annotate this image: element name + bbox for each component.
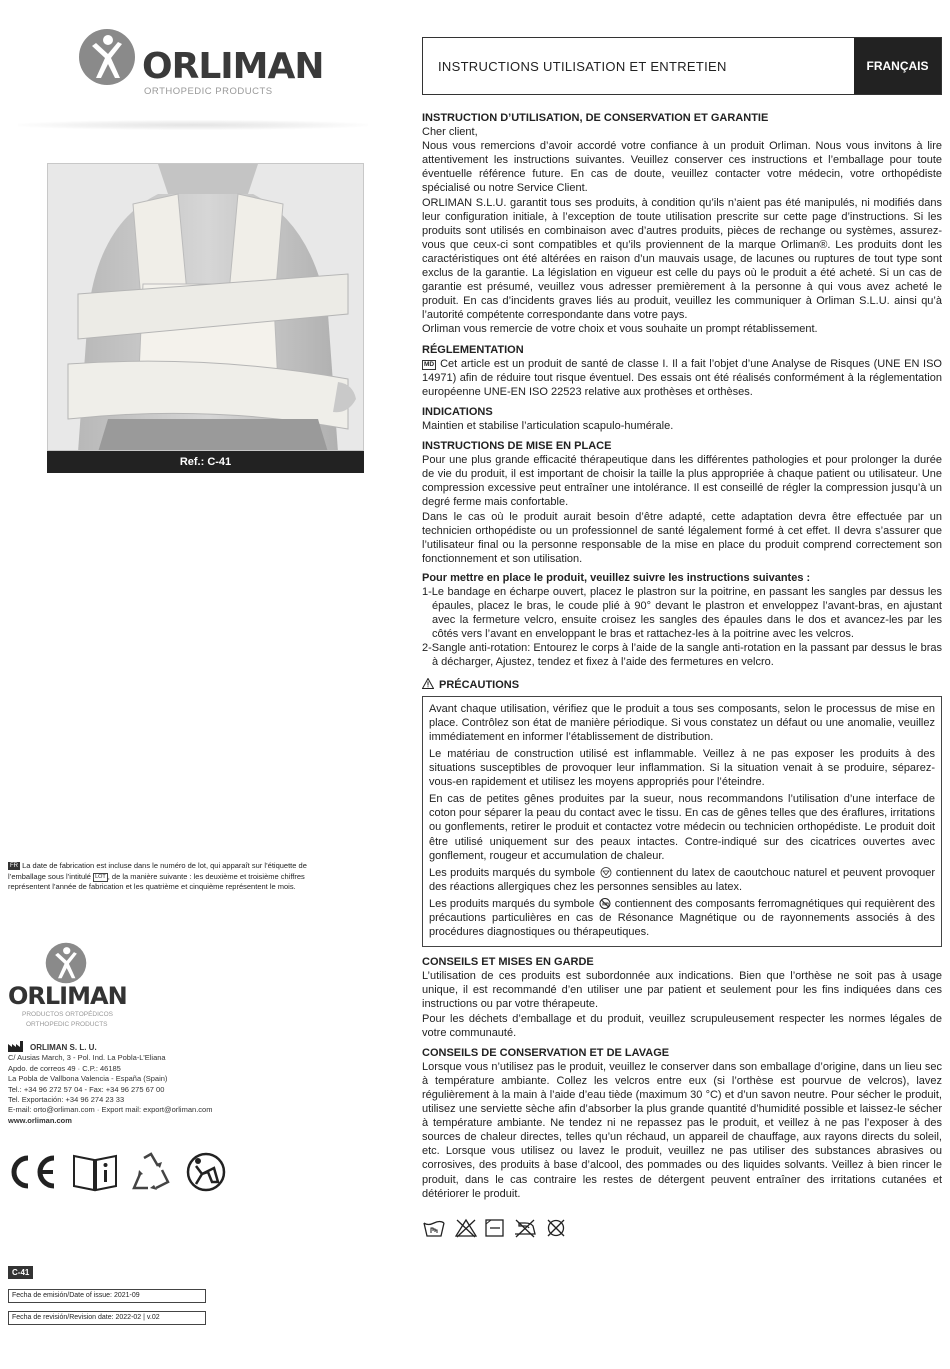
latex-icon <box>600 867 612 878</box>
hand-wash-icon <box>423 1218 445 1238</box>
manufacturer-info <box>8 1041 308 1126</box>
brand-tagline: ORTHOPEDIC PRODUCTS <box>144 86 273 97</box>
document-title: INSTRUCTIONS UTILISATION ET ENTRETIEN <box>438 59 727 74</box>
section-title-intro: INSTRUCTION D’UTILISATION, DE CONSERVATION ET GARANTIE <box>422 112 769 124</box>
manufacturer-address-line: C/ Ausias March, 3 - Pol. Ind. La Pobla-L’Eliana <box>8 1053 166 1063</box>
certification-icons <box>8 1152 248 1194</box>
thanks-paragraph: Orliman vous remercie de votre choix et vous souhaite un prompt rétablissement. <box>422 323 818 336</box>
section-title-indications: INDICATIONS <box>422 405 493 418</box>
brand-tagline: ORTHOPEDIC PRODUCTS <box>26 1021 108 1028</box>
lot-symbol-icon: LOT <box>95 873 106 880</box>
warning-icon <box>422 678 434 689</box>
tidy-man-icon <box>184 1152 228 1192</box>
section-title-advice: CONSEILS ET MISES EN GARDE <box>422 956 594 969</box>
shoulder-immobilizer-illustration <box>48 164 364 451</box>
precaution-paragraph: En cas de petites gênes produites par la sueur, nous recommandons l’utilisation d’une interface de coton pour séparer la peau du contact avec le tissu. En cas de gênes telles que des éraflures, irritations ou gonflements, retirer le produit et contactez votre médecin ou technicien orthopédiste. Le produit doit être utilisé uniquement sur des peaux intactes. Contre-indiqué sur des cicatrices ouvertes avec gonflement, rougeur et accumulation de chaleur. <box>429 793 935 862</box>
manufacturer-name: ORLIMAN S. L. U. <box>30 1043 97 1052</box>
manufacturer-address-line: La Pobla de Vallbona Valencia - España (Spain) <box>8 1074 168 1084</box>
language-tag: FR <box>10 863 18 869</box>
revision-date: Fecha de revisión/Revision date: 2022-02 | v.02 <box>8 1311 206 1325</box>
no-dry-clean-icon <box>545 1218 567 1238</box>
divider <box>18 120 368 130</box>
instructions-content <box>422 111 942 1201</box>
manufacturer-email: E-mail: orto@orliman.com · Export mail: export@orliman.com <box>8 1105 213 1115</box>
care-paragraph: Lorsque vous n’utilisez pas le produit, veuillez le conserver dans son emballage d’origine, dans un lieu sec à température ambiante. Collez les velcros entre eux (si l’orthèse est pourvue de velcros), lavez régulièrement à la main à l’aide d’eau tiède (maximum 30 °C) et d’un savon neutre. Pour sécher le produit, utilisez une serviette sèche afin d’absorber la plus grande quantité d’humidité possible et laissez-le sécher à température ambiante. Ne tendez ni ne repassez pas le produit, et veillez à ne pas l’exposer à des sources de chaleur directes, telles qu’un réchaud, un appareil de chauffage, aux rayons directs du soleil, etc. Lorsque vous utilisez ou lavez le produit, veuillez ne pas utiliser des substances abrasives ou corrosives, des produits à base d’alcool, des pommades ou des liquides solvants. Veillez à bien rincer le produit, dans le cas contraire les restes de détergent peuvent entraîner des irritations cutanées et détériorer le produit. <box>422 1060 942 1200</box>
indications-text: Maintien et stabilise l’articulation scapulo-humérale. <box>422 419 674 432</box>
lot-note-text-after: , de la manière suivante : les deuxième et troisième chiffres représentent l’année de fabrication et les quatrième et cinquième représentent le mois. <box>8 871 305 891</box>
precaution-paragraph: Le matériau de construction utilisé est inflammable. Veillez à ne pas exposer les produits à des situations susceptibles de provoquer leur inflammation. Si la situation venait à se produire, séparez-vous-en rapidement et utilisez les moyens appropriés pour l’éteindre. <box>429 747 935 789</box>
left-column <box>0 0 400 1369</box>
instructions-book-icon <box>72 1152 118 1192</box>
product-photo <box>47 163 364 451</box>
warranty-paragraph: ORLIMAN S.L.U. garantit tous ses produits, à condition qu’ils n’aient pas été manipulés, ni modifiés dans leur configuration initiale, à l’exception de toute utilisation prescrite sur cette page d’instructions. Si les produits sont utilisés en combinaison avec d’autres produits, pièces de rechange ou systèmes, assurez-vous que ceux-ci sont compatibles et qu’ils proviennent de la marque Orliman®. Les produits dont les caractéristiques ont été altérées en raison d’un mauvais usage, de lacunes ou ruptures de tout type sont exclus de la garantie. La législation en vigueur est celle du pays où le produit a été acheté. Si un cas de garantie est présumé, veuillez vous adresser premièrement à la personne à qui vous avez acheté le produit. En cas d’incidents graves liés au produit, veuillez les communiquer à Orliman S.L.U. ainsi qu’à l’autorité compétente correspondante dans votre pays. <box>422 196 942 322</box>
mri-precaution-text: contiennent des composants ferromagnétiques qui requièrent des précautions particulières en cas de Résonance Magnétique ou de rayonnements associés à des procédures diagnostiques ou thérapeutiques. <box>429 897 935 939</box>
precautions-box <box>422 696 942 948</box>
section-title-care: CONSEILS DE CONSERVATION ET DE LAVAGE <box>422 1046 670 1059</box>
language-label: FRANÇAIS <box>854 38 941 94</box>
medical-device-icon: MD <box>424 360 435 368</box>
care-icons <box>423 1218 573 1240</box>
fitting-step: 2-Sangle anti-rotation: Entourez le corps à l’aide de la sangle anti-rotation en la passant par dessus le bras à décharger, Ajustez, tendez et fixez à l’aide des fermetures en velcro. <box>422 642 942 669</box>
brand-name: ORLIMAN <box>142 46 324 87</box>
advice-paragraph: Pour les déchets d’emballage et du produit, veuillez scrupuleusement respecter les normes légales de votre communauté. <box>422 1012 942 1039</box>
orliman-logo <box>78 28 324 98</box>
lot-note <box>8 861 338 893</box>
fitting-steps-title: Pour mettre en place le produit, veuillez suivre les instructions suivantes : <box>422 571 811 584</box>
brand-tagline-es: PRODUCTOS ORTOPÉDICOS <box>22 1011 114 1018</box>
no-iron-icon <box>513 1218 537 1238</box>
fitting-paragraph: Dans le cas où le produit aurait besoin d’être adapté, cette adaptation devra être effectuée par un technicien orthopédiste ou un professionnel de santé légalement formé à cet effet. Il devra s’assurer que l’utilisateur final ou la personne responsable de la mise en place du produit comprend correctement son fonctionnement et son utilisation. <box>422 510 942 565</box>
manufacturer-factory-icon <box>8 1041 24 1052</box>
fitting-paragraph: Pour une plus grande efficacité thérapeutique dans les différentes pathologies et pour prolonger la durée de vie du produit, il est important de choisir la taille la plus appropriée à chaque patient ou utilisateur. Une compression excessive peut entraîner une intolérance. Il est conseillé de régler la compression jusqu’à un degré ferme mais confortable. <box>422 454 942 509</box>
latex-precaution-text: contiennent du latex de caoutchouc naturel et peuvent provoquer des réactions allergiques chez les personnes sensibles au latex. <box>429 866 935 893</box>
recycle-icon <box>130 1152 172 1192</box>
mri-precaution <box>429 897 935 939</box>
brand-name: ORLIMAN <box>8 982 127 1010</box>
precaution-paragraph: Avant chaque utilisation, vérifiez que le produit a tous ses composants, selon le processus de mise en place. Contrôlez son état de manière périodique. Si vous constatez un défaut ou une anomalie, veuillez immédiatement en informer l’établissement de distribution. <box>429 702 935 743</box>
intro-paragraph: Nous vous remercions d’avoir accordé votre confiance à un produit Orliman. Nous vous invitons à lire attentivement les instructions suivantes. Veuillez conserver ces instructions et l’emballage pour toute éventuelle référence future. En cas de doute, veuillez contacter votre médecin, votre orthopédiste spécialisé ou notre Service Client. <box>422 140 942 195</box>
ce-mark-icon <box>8 1152 58 1192</box>
svg-text:MR: MR <box>601 901 609 907</box>
no-bleach-icon <box>455 1218 477 1238</box>
issue-date: Fecha de emisión/Date of issue: 2021-09 <box>8 1289 206 1303</box>
manufacturer-export-phone: Tel. Exportación: +34 96 274 23 33 <box>8 1095 125 1105</box>
latex-precaution-text: Les produits marqués du symbole <box>429 866 596 879</box>
lot-note-text-before: La date de fabrication est incluse dans le numéro de lot, qui apparaît sur l’étiquette de l’emballage sous l’intitulé <box>8 861 307 881</box>
orliman-figure-icon <box>78 28 136 86</box>
flat-dry-icon <box>485 1218 505 1238</box>
fitting-steps-list <box>422 585 942 670</box>
latex-precaution <box>429 866 935 894</box>
mri-precaution-text: Les produits marqués du symbole <box>429 897 595 910</box>
advice-paragraph: L’utilisation de ces produits est subordonnée aux indications. Bien que l’orthèse ne soit pas à usage unique, il est recommandé d’en utiliser une par patient et seulement pour les fins indiquées dans ces instructions ou par votre thérapeute. <box>422 970 942 1011</box>
fitting-step: 1-Le bandage en écharpe ouvert, placez le plastron sur la poitrine, en passant les sangles par dessus les épaules, placez le bras, le coude plié à 90° devant le plastron et enveloppez l’avant-bras, en ajustant avec la fermeture velcro, ensuite croisez les sangles des épaules dans le dos et avancez-les par les côtés vers l’avant en enveloppant le bras et rattachez-les à la poitrine avec les velcros. <box>422 586 942 641</box>
regulation-text: Cet article est un produit de santé de classe I. Il a fait l’objet d’une Analyse de Risques (UNE EN ISO 14971) afin de réduire tout risque éventuel. Des essais ont été réalisés conformément à la réglementation européenne UNE-EN ISO 22523 relative aux prothèses et orthèses. <box>422 357 942 398</box>
orliman-logo-bottom <box>8 942 168 1032</box>
greeting: Cher client, <box>422 126 478 139</box>
mr-unsafe-icon <box>599 898 611 909</box>
manufacturer-website: www.orliman.com <box>8 1115 72 1125</box>
section-title-precautions <box>422 678 942 692</box>
reference-tag: C-41 <box>8 1266 33 1279</box>
document-header <box>422 37 942 95</box>
manufacturer-address-line: Apdo. de correos 49 · C.P.: 46185 <box>8 1063 121 1073</box>
orliman-figure-icon <box>44 942 88 984</box>
manufacturer-phone: Tel.: +34 96 272 57 04 - Fax: +34 96 275 67 00 <box>8 1084 165 1094</box>
section-title-regulation: RÉGLEMENTATION <box>422 343 524 356</box>
precautions-title: PRÉCAUTIONS <box>439 678 520 691</box>
regulation-paragraph <box>422 357 942 399</box>
product-reference-caption: Ref.: C-41 <box>47 451 364 473</box>
section-title-fitting: INSTRUCTIONS DE MISE EN PLACE <box>422 440 612 453</box>
